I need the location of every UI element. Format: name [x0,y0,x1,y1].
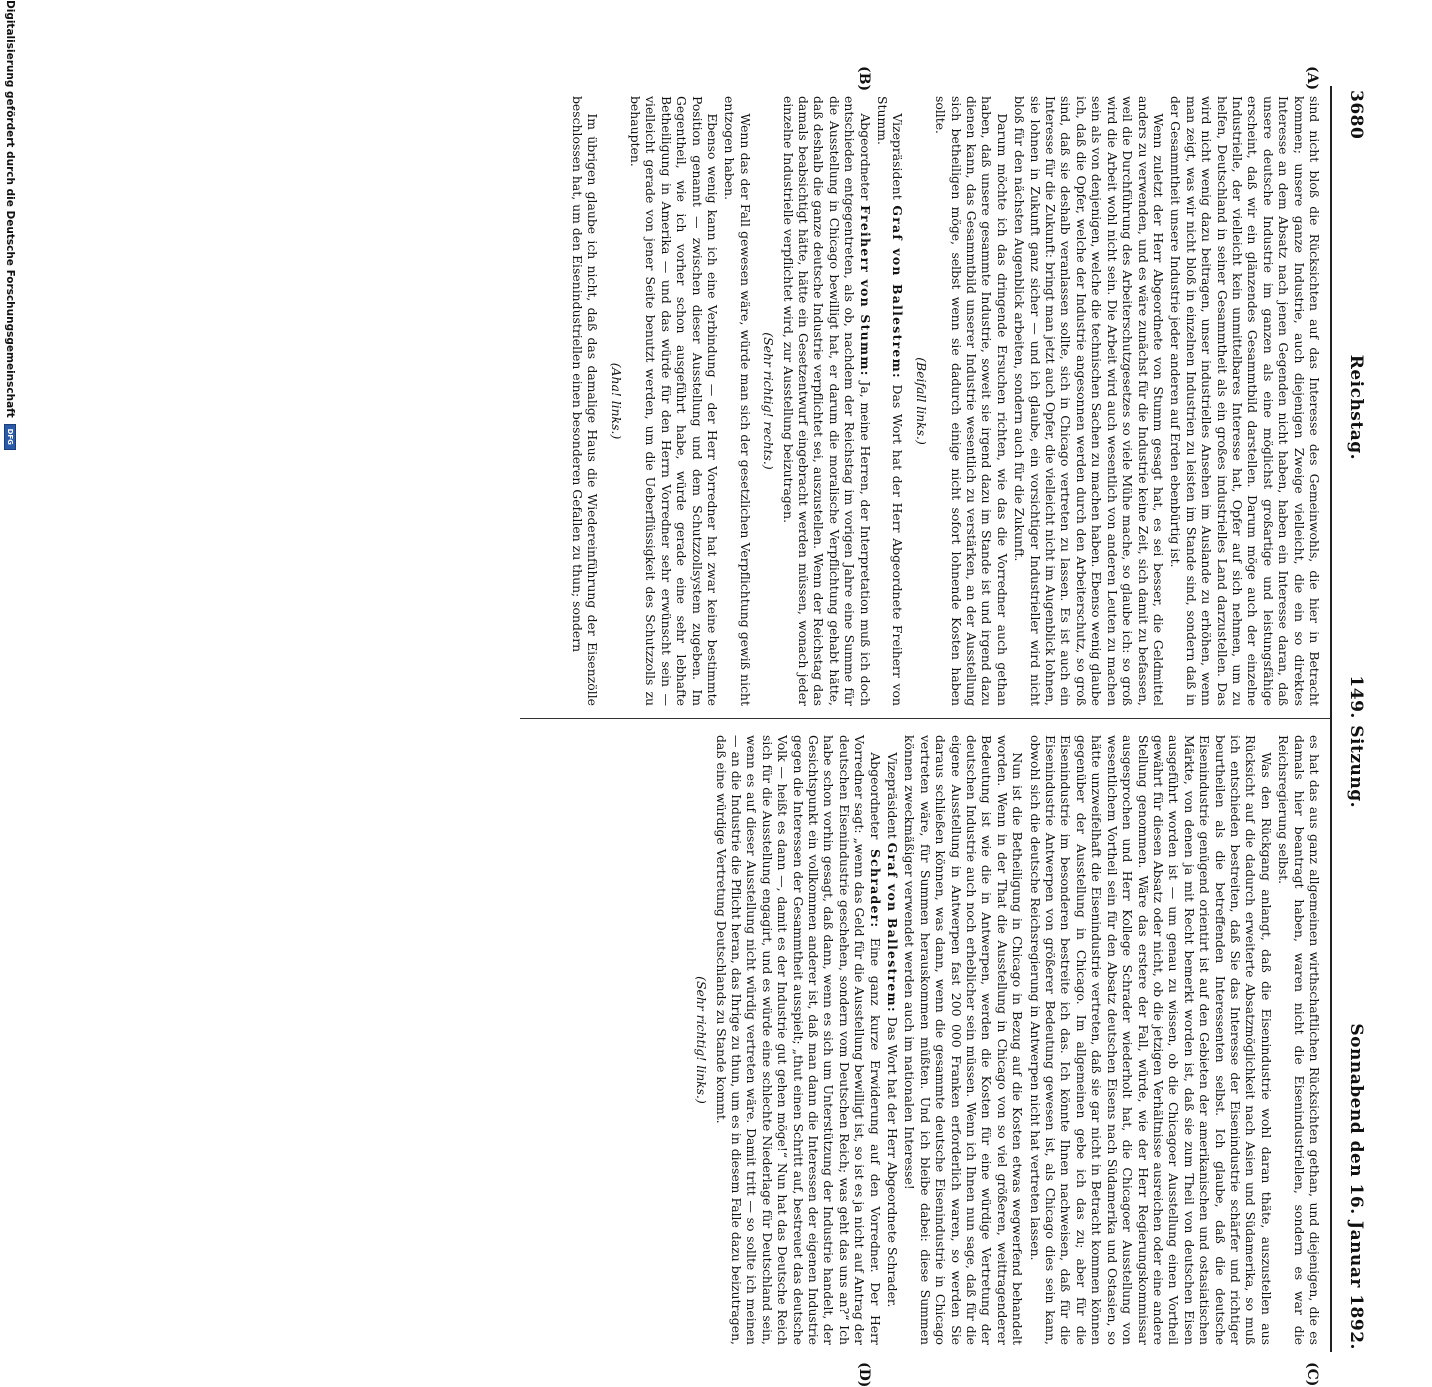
stage-direction: (Aha! links.) [608,362,624,440]
paragraph: es hat das aus ganz allgemeinen wirthschaftlichen Rücksichten gethan, und diejenigen, die es damals hier beantragt haben, waren nicht die Eisenindustriellen, sondern es war die Reichsregierung selbst. [1276,735,1322,1345]
speaker-text: Das Wort hat der Herr Abgeordnete Schrader. [885,1016,901,1308]
right-column [686,735,1322,1345]
left-column [567,96,1322,706]
paragraph: Was den Rückgang anlangt, daß die Eisenindustrie wohl daran thäte, auszustellen aus Rücksicht auf die dadurch erweiterte Absatzmöglichkeit nach Asien und Südamerika, so muß ich entschieden bestreiten, daß Sie das Interesse der Eisenindustrie schärfer und richtiger beurtheilen als die betreffenden Interessenten selbst. Ich glaube, daß die deutsche Eisenindustrie genügend orientirt ist auf den Gebieten der amerikanischen und ostasiatischen Märkte, von denen ja mit Recht bemerkt worden ist, daß sie zum Theil von deutschen Eisen ausgeführt worden ist — um genau zu wissen, ob die Chicagoer Ausstellung einen Vortheil gewährt für diesen Absatz oder nicht, ob die jetzigen Verhältnisse ausreichen oder eine andere Stellung genommen. Wäre das erstere der Fall, würde, wie der Herr Regierungskommissar ausgesprochen und Herr Kollege Schrader wiederholt hat, die Chicagoer Ausstellung von wesentlichem Vortheil sein für den Absatz deutschen Eisens nach Südamerika und Ostasien, so hätte unzweifelhaft die Eisenindustrie vertreten, daß sie gar nicht in Betracht kommen können gegenüber der Ausstellung in Chicago. Im allgemeinen gebe ich das zu; aber für die Eisenindustrie im besonderen bestreite ich das. Ich könnte Ihnen nachweisen, daß für die Eisenindustrie Antwerpen von größerer Bedeutung gewesen ist, als Chicago dies sein kann, obwohl sich die deutsche Reichsregierung in Antwerpen nicht hat vertreten lassen. [1027,735,1274,1345]
speaker-text: Das Wort hat der Herr Abgeordnete Freiherr von Stumm. [875,96,906,706]
speaker-paragraph [713,735,882,1345]
speaker-paragraph [780,96,872,706]
speaker-paragraph [875,96,906,706]
speaker-text: Ja, meine Herren, der Interpretation muß ich doch entschieden entgegentreten, als ob, nachdem der Reichstag im vorigen Jahre eine Summe für die Ausstellung in Chicago bewilligt hat, er darum die moralische Verpflichtung gehabt hätte, daß deshalb die ganze deutsche Industrie verpflichtet sei, auszustellen. Wenn der Reichstag das damals beabsichtigt hätte, hätte ein Gesetzentwurf eingebracht werden müssen, wonach jeder einzelne Industrielle verpflichtet wird, zur Ausstellung beizutragen. [780,96,873,706]
session-number: 149. Sitzung. [1346,675,1366,808]
speaker-label: Abgeordneter [857,113,873,201]
paragraph: Im übrigen glaube ich nicht, daß das damalige Haus die Wiedereinführung der Eisenzölle beschlossen hat, um den Eisenindustriellen einen besonderen Gefallen zu thun; sondern [569,96,601,706]
paragraph: Wenn das der Fall gewesen wäre, würde man sich der gesetzlichen Verpflichtung gewiß nicht entzogen haben. [722,96,753,706]
speaker-label: Vizepräsident [890,113,906,200]
speaker-name: Graf von Ballestrem: [890,205,906,379]
margin-marker-c: (C) [1304,1362,1320,1387]
dfg-logo-icon: DFG [4,424,16,450]
paragraph: sind nicht bloß die Rücksichten auf das Interesse des Gemeinwohls, die hier in Betracht kommen; unsere ganze Industrie, auch diejenigen Zweige vielleicht, die ein so direktes Interesse an dem Absatz nach jenen Gegenden nicht haben, haben ein Interesse daran, daß unsere deutsche Industrie im ganzen als eine möglichst großartige und leistungsfähige erscheint, daß wir ein glänzendes Gesammtbild darstellen. Darum möge auch der einzelne Industrielle, der vielleicht kein unmittelbares Interesse hat, Opfer auf sich nehmen, um zu helfen, Deutschland in seiner Gesammtheit als ein großes industrielles Land darzustellen. Das wird nicht wenig dazu beitragen, unser industrielles Ansehen im Auslande zu erhöhen, wenn man zeigt, was wir nicht bloß in einzelnen Industrien zu leisten im Stande sind, sondern daß in der Gesammtheit unsere Industrie jeder anderen auf Erden ebenbürtig ist. [1168,96,1322,706]
header-rule [1330,86,1332,1352]
speaker-name: Freiherr von Stumm: [857,205,873,377]
speaker-paragraph [885,735,900,1345]
stage-direction: (Sehr richtig! rechts.) [761,332,777,470]
page-number: 3680 [1346,90,1366,140]
footer-text: Digitalisierung gefördert durch die Deutsche Forschungsgemeinschaft [4,0,16,418]
margin-marker-b: (B) [856,66,872,92]
stage-direction: (Sehr richtig! links.) [694,976,710,1104]
speaker-label: Abgeordneter [867,752,883,840]
margin-marker-d: (D) [856,1362,872,1387]
paragraph: Ebenso wenig kann ich eine Verbindung — der Herr Vorredner hat zwar keine bestimmte Position genannt — zwischen dieser Ausstellung und dem Schutzzollsystem zugeben. Im Gegentheil, wie ich vorher schon ausgeführt habe, würde gerade eine sehr lebhafte Betheiligung in Amerika — und das würde für den Herrn Vorredner sehr erwünscht sein — vielleicht gerade von jener Seite benutzt werden, um die Ueberflüssigkeit des Schutzzolls zu behaupten. [627,96,720,706]
margin-marker-a: (A) [1304,66,1320,91]
speaker-name: Graf von Ballestrem: [885,842,901,1013]
paragraph: Wenn zuletzt der Herr Abgeordnete von Stumm gesagt hat, es sei besser, die Geldmittel anders zu verwenden, und es wäre zunächst für die Industrie keine Zeit, sich damit zu befassen, weil die Durchführung des Arbeiterschutzgesetzes so viele Mühe mache, so glaube ich: so groß wird die Arbeit wohl nicht sein. Die Arbeit wird auch wesentlich von anderen Leuten zu machen sein als von denjenigen, welche die technischen Sachen zu machen haben. Ebenso wenig glaube ich, daß die Opfer, welche der Industrie angesonnen werden durch den Arbeiterschutz, so groß sind, daß sie deshalb veranlassen sollte, sich in Chicago vertreten zu lassen. Es ist auch ein Interesse für die Zukunft: bringt man jetzt auch Opfer, die vielleicht nicht im Augenblick lohnen, sie lohnen in Zukunft ganz sicher — und ich glaube, ein vorsichtiger Industrieller wird nicht bloß für den nächsten Augenblick arbeiten, sondern auch für die Zukunft. [1012,96,1166,706]
column-divider [520,718,1330,719]
paragraph: Nun ist die Betheiligung in Chicago in Bezug auf die Kosten etwas wegwerfend behandelt worden. Wenn in der That die Ausstellung in Chicago von so viel größeren, weittragenderer Bedeutung ist wie die in Antwerpen, werden die Kosten für eine würdige Vertretung der deutschen Industrie auch noch erheblicher sein müssen. Wenn ich Ihnen nun sage, daß für die eigene Ausstellung in Antwerpen fast 200 000 Franken erforderlich waren, so werden Sie daraus schließen können, was dann, wenn die gesammte deutsche Eisenindustrie in Chicago vertreten wäre, für Summen herauskommen müßten. Und ich bleibe dabei: diese Summen können zweckmäßiger verwendet werden auch im nationalen Interesse! [902,735,1026,1345]
page-header [1336,90,1366,1350]
speaker-text: Eine ganz kurze Erwiderung auf den Vorredner. Der Herr Vorredner sagt: „wenn das Geld für die Ausstellung bewilligt ist, so ist es ja nicht auf Antrag der deutschen Eisenindustrie geschehen, sondern vom Deutschen Reich; was geht das uns an?“ Ich habe schon vorhin gesagt, daß dann, wenn es sich um Unterstützung der Industrie handelt, der Gesichtspunkt ein vollkommen anderer ist, daß man dann die Interessen der eigenen Industrie gegen die Interessen der Gesammtheit ausspielt; „thut einen Schritt auf, bestreuet das deutsche Volk — heißt es dann —, damit es der Industrie gut gehen möge!“ Nun hat das Deutsche Reich sich für die Ausstellung engagirt, und es würde eine schlechte Niederlage für Deutschland sein, wenn es auf dieser Ausstellung nicht würdig vertreten wäre. Damit tritt — so sollte ich meinen — an die Industrie die Pflicht heran, das Ihrige zu thun, um es in diesem Falle dazu beizutragen, daß eine würdige Vertretung Deutschlands zu Stande kommt. [713,735,883,1345]
stage-direction: (Beifall links.) [913,357,929,445]
digitization-footer [0,0,20,1000]
paragraph: Darum möchte ich das dringende Ersuchen richten, wie das die Vorredner auch gethan haben, daß unsere gesammte Industrie, soweit sie irgend dazu im Stande ist und irgend dazu dienen kann, das Gesammtbild unserer Industrie wesentlich zu verstärken, an der Ausstellung sich betheiligen möge, selbst wenn sie dadurch einige nicht sofort lohnende Kosten haben sollte. [933,96,1010,706]
speaker-name: Schrader: [867,848,883,929]
session-date: Sonnabend den 16. Januar 1892. [1346,1023,1366,1350]
speaker-label: Vizepräsident [885,752,901,839]
publication-title: Reichstag. [1346,354,1366,461]
